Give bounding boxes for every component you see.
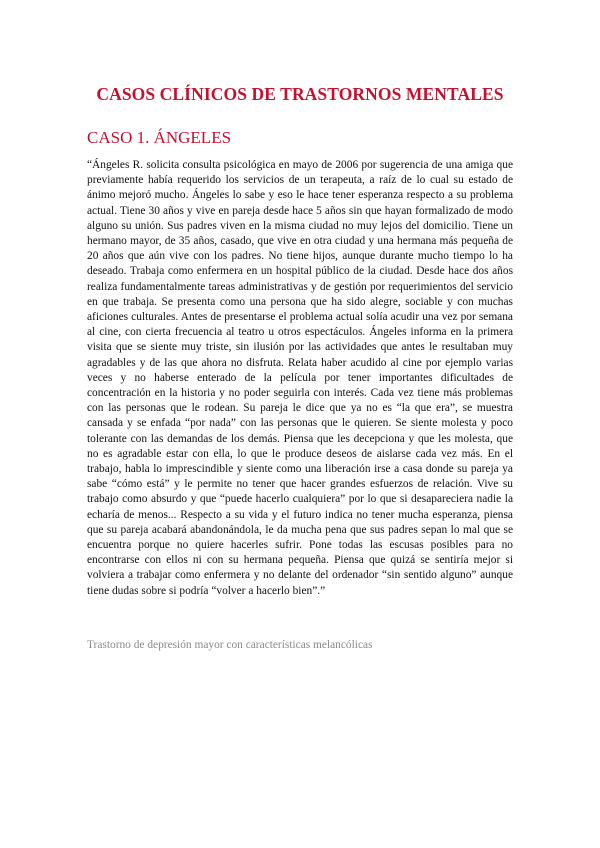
case-diagnosis: Trastorno de depresión mayor con características melancólicas (87, 639, 373, 651)
case-narrative: “Ángeles R. solicita consulta psicológica en mayo de 2006 por sugerencia de una amiga que previamente había requerido los servicios de un terapeuta, a raíz de lo cual su estado de ánimo mejoró mucho. Ángeles lo sabe y eso le hace tener esperanza respecto a su problema actual. Tiene 30 años y vive en pareja desde hace 5 años sin que hayan formalizado de modo alguno su unión. Sus padres viven en la misma ciudad no muy lejos del domicilio. Tiene un hermano mayor, de 35 años, casado, que vive en otra ciudad y una hermana más pequeña de 20 años que aún vive con los padres. No tiene hijos, aunque durante mucho tiempo lo ha deseado. Trabaja como enfermera en un hospital público de la ciudad. Desde hace dos años realiza fundamentalmente tareas administrativas y de gestión por requerimientos del servicio en que trabaja. Se presenta como una persona que ha sido alegre, sociable y con muchas aficiones culturales. Antes de presentarse el problema actual solía acudir una vez por semana al cine, con cierta frecuencia al teatro u otros espectáculos. Ángeles informa en la primera visita que se siente muy triste, sin ilusión por las actividades que antes le resultaban muy agradables y de las que ahora no disfruta. Relata haber acudido al cine por ejemplo varias veces y no haberse enterado de la película por tener importantes dificultades de concentración en la historia y no poder seguirla con interés. Cada vez tiene más problemas con las personas que le rodean. Su pareja le dice que ya no es “la que era”, se muestra cansada y se enfada “por nada” con las personas que le quieren. Se siente molesta y poco tolerante con las demandas de los demás. Piensa que les decepciona y que les molesta, que no es agradable estar con ella, lo que le produce deseos de aislarse cada vez más. En el trabajo, habla lo imprescindible y siente como una liberación irse a casa donde su pareja ya sabe “cómo está” y le permite no tener que hacer grandes esfuerzos de relación. Vive su trabajo como absurdo y que “puede hacerlo cualquiera” por lo que si desapareciera nadie la echaría de menos... Respecto a su vida y el futuro indica no tener mucha esperanza, piensa que su pareja acabará abandonándola, le da mucha pena que sus padres sepan lo mal que se encuentra porque no quiere hacerles sufrir. Pone todas las escusas posibles para no encontrarse con ellos ni con su hermana pequeña. Piensa que quizá se sentiría mejor si volviera a trabajar como enfermera y no delante del ordenador “sin sentido alguno” aunque tiene dudas sobre si podría “volver a hacerlo bien”.” (87, 159, 513, 597)
document-title: CASOS CLÍNICOS DE TRASTORNOS MENTALES (96, 84, 504, 104)
case-heading: CASO 1. ÁNGELES (87, 128, 232, 147)
